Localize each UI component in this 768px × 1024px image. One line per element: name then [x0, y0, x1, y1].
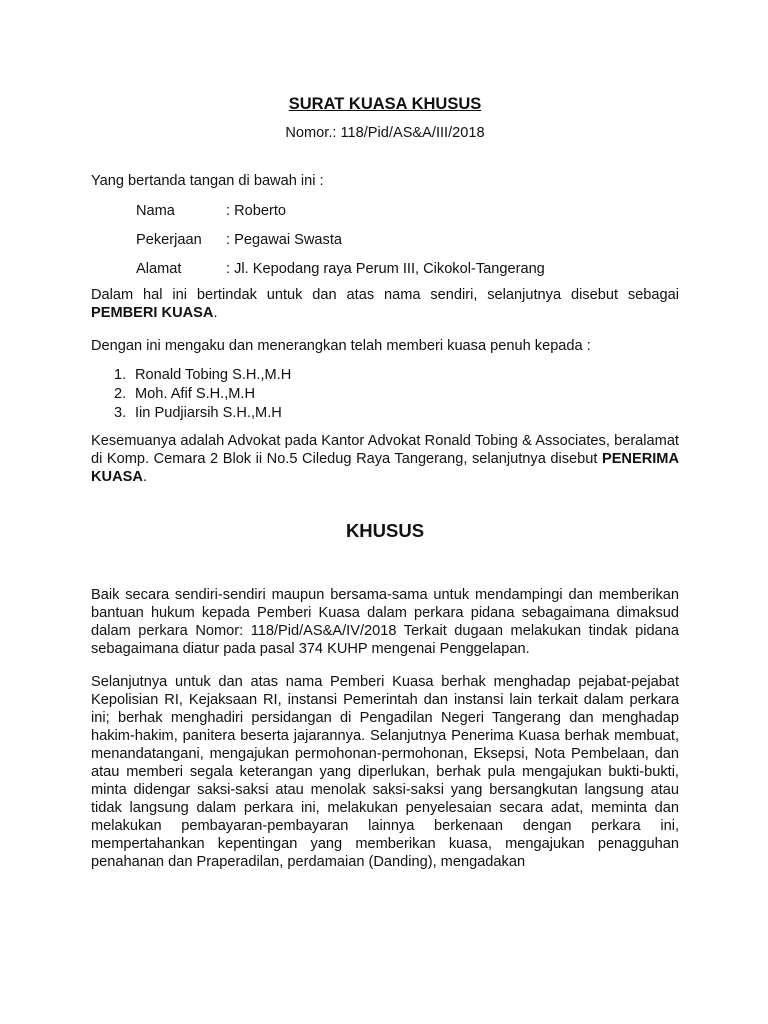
- grantor-label: PEMBERI KUASA: [91, 305, 214, 321]
- period: .: [142, 469, 147, 485]
- field-label: Nama: [136, 202, 175, 219]
- lawyer-name: Moh. Afif S.H.,M.H: [135, 385, 256, 402]
- authority-paragraph: Selanjutnya untuk dan atas nama Pemberi Kuasa berhak menghadap pejabat-pejabat Kepolisian RI, Kejaksaan RI, instansi Pemerintah dan instansi lain terkait dalam perkara ini; berhak menghadiri persidangan di Pengadilan Negeri Tangerang dan menghadap hakim-hakim, panitera beserta jajarannya. Selanjutnya Penerima Kuasa berhak membuat, menandatangani, mengajukan permohonan-permohonan, Eksepsi, Nota Pembelaan, dan atau memberi segala keterangan yang diperlukan, berhak pula mengajukan bukti-bukti, minta didengar saksi-saksi atau menolak saksi-saksi yang bersangkutan langsung atau tidak langsung dalam perkara ini, melakukan penyelesaian secara adat, meminta dan melakukan pembayaran-pembayaran lainnya berkenaan dengan perkara ini, mempertahankan kepentingan yang memberikan kuasa, mengajukan penagguhan penahanan dan Praperadilan, perdamaian (Danding), mengadakan: [91, 674, 679, 870]
- field-value: : Roberto: [226, 202, 287, 219]
- list-item: [91, 384, 679, 403]
- lawyer-list: [91, 365, 679, 422]
- purpose-paragraph: Baik secara sendiri-sendiri maupun bersama-sama untuk mendampingi dan memberikan bantuan hukum kepada Pemberi Kuasa dalam perkara pidana sebagaimana dimaksud dalam perkara Nomor: 118/Pid/AS&A/IV/2018 Terkait dugaan melakukan tindak pidana sebagaimana diatur pada pasal 374 KUHP mengenai Penggelapan.: [91, 587, 679, 657]
- declaration-paragraph: Dengan ini mengaku dan menerangkan telah memberi kuasa penuh kepada :: [91, 338, 591, 354]
- list-number: 2.: [114, 385, 127, 402]
- field-value: : Jl. Kepodang raya Perum III, Cikokol-Tangerang: [226, 260, 545, 277]
- on-behalf-text: Dalam hal ini bertindak untuk dan atas nama sendiri, selanjutnya disebut sebagai: [91, 287, 679, 303]
- on-behalf-paragraph: [91, 286, 679, 322]
- intro-text: Yang bertanda tangan di bawah ini :: [91, 173, 324, 189]
- field-pekerjaan: [136, 225, 679, 254]
- period: .: [213, 305, 218, 321]
- grantor-fields: [136, 196, 679, 283]
- document-body: [91, 94, 679, 871]
- field-label: Pekerjaan: [136, 231, 202, 248]
- field-label: Alamat: [136, 260, 182, 277]
- list-number: 1.: [114, 366, 127, 383]
- lawyer-name: Ronald Tobing S.H.,M.H: [135, 366, 292, 383]
- advocates-text: Kesemuanya adalah Advokat pada Kantor Advokat Ronald Tobing & Associates, beralamat di Komp. Cemara 2 Blok ii No.5 Ciledug Raya Tangerang, selanjutnya disebut: [91, 433, 679, 467]
- list-item: [91, 365, 679, 384]
- grantee-label: PENERIMA KUASA: [91, 451, 679, 485]
- list-item: [91, 403, 679, 422]
- section-heading: KHUSUS: [345, 520, 425, 541]
- document-title: SURAT KUASA KHUSUS: [288, 95, 482, 113]
- field-alamat: [136, 254, 679, 283]
- document-number: Nomor.: 118/Pid/AS&A/III/2018: [285, 125, 485, 141]
- field-value: : Pegawai Swasta: [226, 231, 343, 248]
- lawyer-name: Iin Pudjiarsih S.H.,M.H: [135, 404, 282, 421]
- advocates-paragraph: [91, 432, 679, 486]
- list-number: 3.: [114, 404, 127, 421]
- field-nama: [136, 196, 679, 225]
